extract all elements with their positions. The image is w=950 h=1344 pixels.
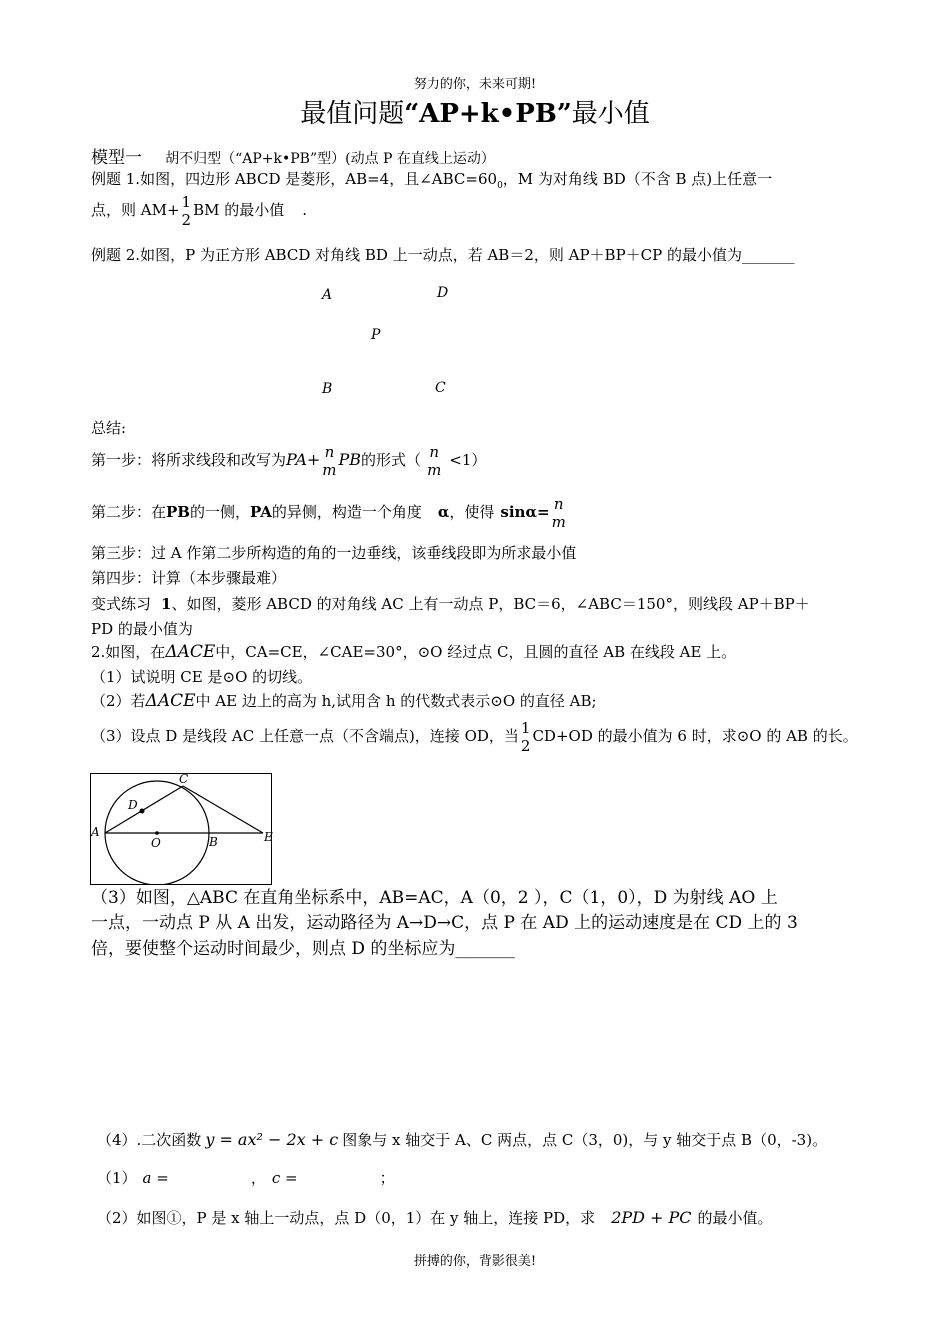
problem2-q3 bbox=[91, 719, 858, 755]
p4-text-a: （4）.二次函数 bbox=[97, 1131, 202, 1149]
step1-m: m bbox=[322, 461, 337, 479]
summary-label: 总结: bbox=[91, 419, 127, 437]
step2-pa: PA bbox=[250, 503, 272, 521]
step2-n: n bbox=[553, 495, 564, 513]
page-title bbox=[0, 93, 950, 130]
title-pre: 最值问题 bbox=[300, 99, 405, 129]
p4-text-b: 图象与 x 轴交于 A、C 两点，点 C（3，0)，与 y 轴交于点 B（0，-3)。 bbox=[342, 1131, 828, 1149]
fig-label-d: D bbox=[128, 798, 138, 812]
p4-equation: y = ax² − 2x + c bbox=[205, 1130, 339, 1149]
square-label-b: B bbox=[322, 381, 333, 397]
p2-q3-num: 1 bbox=[520, 719, 531, 737]
step2-text-c: 的异侧，构造一个角度 bbox=[271, 503, 422, 521]
page-footer: 拼搏的你，背影很美! bbox=[413, 1254, 537, 1269]
problem3-line1: （3）如图，△ABC 在直角坐标系中，AB=AC，A（0，2 ），C（1，0），D 为射线 AO 上 bbox=[91, 888, 778, 908]
step1-text: 第一步：将所求线段和改写为 bbox=[91, 451, 287, 469]
p4-q2-expr: 2PD + PC bbox=[611, 1208, 692, 1227]
p2-q3-den: 2 bbox=[520, 737, 531, 755]
problem4-q2 bbox=[97, 1208, 773, 1228]
step1-n2: n bbox=[429, 443, 440, 461]
variant1-line2: PD 的最小值为 bbox=[91, 620, 193, 638]
title-post: 最小值 bbox=[571, 99, 650, 129]
p2-q3-text-b: CD+OD 的最小值为 6 时，求⊙O 的 AB 的长。 bbox=[532, 727, 858, 745]
p4-q1-a: a = bbox=[142, 1169, 169, 1187]
summary-step1 bbox=[91, 443, 486, 479]
problem3-line2: 一点，一动点 P 从 A 出发，运动路径为 A→D→C，点 P 在 AD 上的运动速度是在 CD 上的 3 bbox=[91, 913, 798, 933]
p2-q2-text-a: （2）若 bbox=[91, 692, 146, 710]
example1-line1 bbox=[91, 169, 772, 196]
square-label-c: C bbox=[435, 380, 446, 396]
problem2-q1: （1）试说明 CE 是⊙O 的切线。 bbox=[91, 668, 313, 686]
step2-alpha: α bbox=[437, 503, 450, 521]
step2-fraction bbox=[552, 495, 566, 531]
step2-text-a: 第二步：在 bbox=[91, 503, 167, 521]
p2-text-a: 2.如图，在 bbox=[91, 643, 166, 661]
square-label-p: P bbox=[371, 327, 381, 343]
p2-q2-triangle: ΔACE bbox=[145, 691, 196, 711]
step2-text-d: ，使得 bbox=[449, 503, 495, 521]
step2-sin: sinα= bbox=[500, 503, 550, 521]
example1-line2 bbox=[91, 193, 307, 229]
example2: 例题 2.如图，P 为正方形 ABCD 对角线 BD 上一动点，若 AB＝2，则 AP＋BP＋CP 的最小值为_______ bbox=[91, 246, 795, 264]
problem4-q1 bbox=[97, 1168, 395, 1188]
step2-pb: PB bbox=[166, 503, 190, 521]
square-label-a: A bbox=[322, 287, 333, 303]
fig-label-o: O bbox=[151, 836, 161, 850]
p2-text-b: 中，CA=CE，∠CAE=30°，⊙O 经过点 C，且圆的直径 AB 在线段 AE 上。 bbox=[215, 643, 737, 661]
fig-label-e: E bbox=[264, 830, 273, 844]
var1-text: 、如图，菱形 ABCD 的对角线 AC 上有一动点 P，BC＝6，∠ABC＝150°，则线段 AP＋BP＋ bbox=[171, 595, 810, 613]
p4-q1-comma: ， bbox=[250, 1169, 266, 1187]
square-label-d: D bbox=[437, 285, 449, 301]
ex1-text-d: BM 的最小值 bbox=[193, 201, 285, 219]
p4-q2-text-a: （2）如图①，P 是 x 轴上一动点，点 D（0，1）在 y 轴上，连接 PD，求 bbox=[97, 1209, 596, 1227]
model-desc: 胡不归型（“AP+k•PB”型）(动点 P 在直线上运动） bbox=[165, 151, 495, 167]
step1-text-c: <1） bbox=[449, 451, 487, 469]
fig-label-b: B bbox=[209, 835, 218, 849]
problem4-line1 bbox=[97, 1130, 827, 1150]
ex1-text-e: . bbox=[302, 201, 308, 219]
p4-q1-label: （1） bbox=[97, 1169, 137, 1187]
ex1-text-c: 点，则 AM+ bbox=[91, 201, 180, 219]
problem2-q2 bbox=[91, 691, 597, 711]
step1-m2: m bbox=[427, 461, 442, 479]
line-ce bbox=[183, 786, 263, 833]
p4-q1-end: ； bbox=[379, 1169, 395, 1187]
p4-q2-text-b: 的最小值。 bbox=[697, 1209, 773, 1227]
point-d bbox=[140, 809, 145, 814]
model-label: 模型一 bbox=[91, 148, 142, 168]
ex1-frac-num: 1 bbox=[181, 193, 192, 211]
step2-text-b: 的一侧， bbox=[189, 503, 250, 521]
summary-step3: 第三步：过 A 作第二步所构造的角的一边垂线，该垂线段即为所求最小值 bbox=[91, 544, 577, 562]
var1-label: 变式练习 bbox=[91, 595, 152, 613]
ex1-text-b: ，M 为对角线 BD（不含 B 点)上任意一 bbox=[502, 170, 773, 188]
variant1-line1 bbox=[91, 594, 810, 614]
p2-triangle: ΔACE bbox=[165, 642, 216, 662]
page-header: 努力的你，未来可期! bbox=[413, 77, 537, 92]
step1-pb: PB bbox=[338, 450, 362, 469]
fig-label-a: A bbox=[91, 825, 100, 839]
p2-q3-text-a: （3）设点 D 是线段 AC 上任意一点（不含端点)，连接 OD，当 bbox=[91, 727, 519, 745]
step1-fraction bbox=[322, 443, 336, 479]
ex1-degree: 0 bbox=[497, 181, 503, 191]
fig-label-c: C bbox=[179, 772, 189, 786]
var1-number: 1 bbox=[161, 595, 172, 613]
ex1-text-a: 例题 1.如图，四边形 ABCD 是菱形，AB=4，且∠ABC=60 bbox=[91, 170, 498, 188]
problem2-line1 bbox=[91, 642, 736, 662]
circle-figure bbox=[90, 773, 272, 885]
summary-step4: 第四步：计算（本步骤最难） bbox=[91, 569, 287, 587]
step1-pa: PA+ bbox=[286, 450, 321, 469]
p2-q2-text-b: 中 AE 边上的高为 h,试用含 h 的代数式表示⊙O 的直径 AB; bbox=[195, 692, 597, 710]
step1-text-b: 的形式（ bbox=[361, 451, 422, 469]
step1-fraction-2 bbox=[427, 443, 441, 479]
circle-figure-svg bbox=[91, 774, 271, 884]
model-heading bbox=[91, 143, 495, 168]
title-mid: “AP+k•PB” bbox=[404, 99, 572, 129]
summary-step2 bbox=[91, 495, 568, 531]
p2-q3-fraction bbox=[521, 719, 531, 755]
ex1-fraction bbox=[182, 193, 192, 229]
step1-n: n bbox=[324, 443, 335, 461]
ex1-frac-den: 2 bbox=[181, 211, 192, 229]
p4-q1-c: c = bbox=[271, 1169, 298, 1187]
problem3-line3: 倍，要使整个运动时间最少，则点 D 的坐标应为_______ bbox=[91, 939, 515, 959]
step2-m: m bbox=[551, 513, 566, 531]
point-o bbox=[155, 831, 159, 835]
